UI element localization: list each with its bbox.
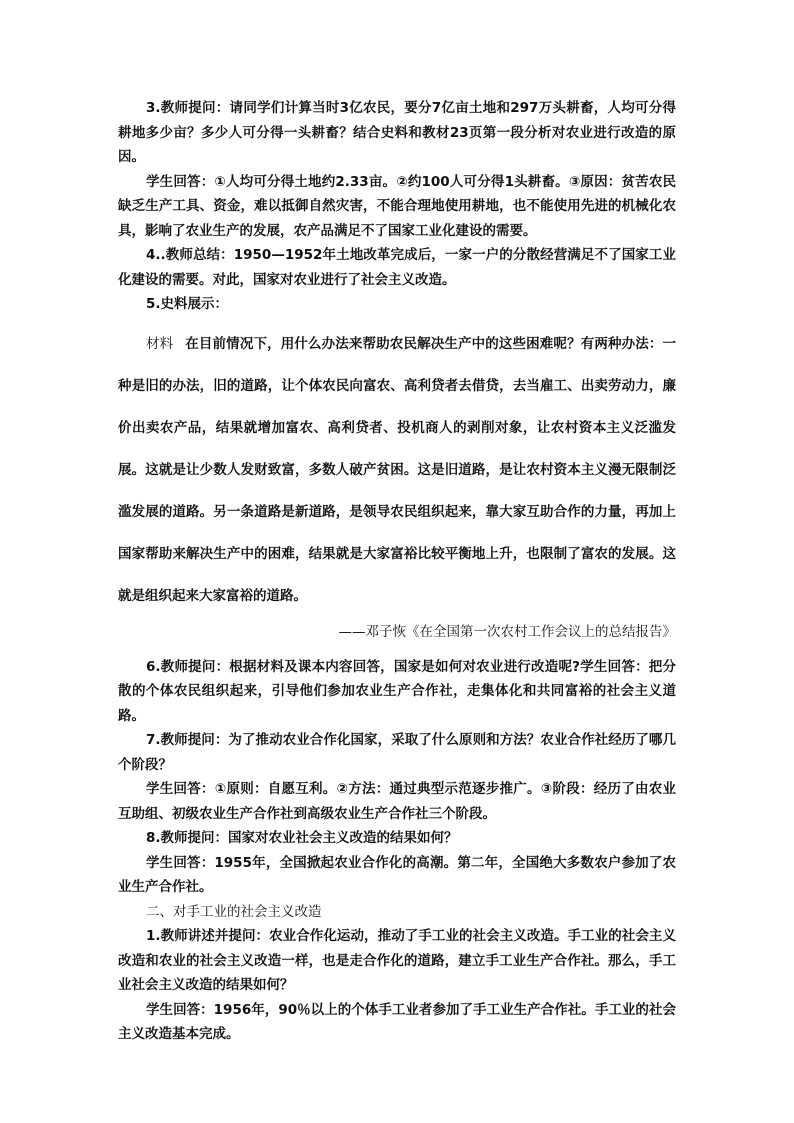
question-7: 7.教师提问：为了推动农业合作化国家，采取了什么原则和方法？农业合作社经历了哪几个阶段？ — [118, 732, 676, 773]
answer-7: 学生回答：①原则：自愿互利。②方法：通过典型示范逐步推广。③阶段：经历了由农业互助组、初级农业生产合作社到高级农业生产合作社三个阶段。 — [118, 781, 676, 822]
material-heading-5: 5.史料展示： — [146, 296, 229, 312]
document-body — [118, 96, 676, 1047]
material-text: 在目前情况下，用什么办法来帮助农民解决生产中的这些困难呢？有两种办法：一种是旧的办法，旧的道路，让个体农民向富农、高利贷者去借贷，去当雇工、出卖劳动力，廉价出卖农产品，结果就增加富农、高利贷者、投机商人的剥削对象，让农村资本主义泛滥发展。这就是让少数人发财致富，多数人破产贫困。这是旧道路，是让农村资本主义漫无限制泛滥发展的道路。另一条道路是新道路，是领导农民组织起来，靠大家互助合作的力量，再加上国家帮助来解决生产中的困难，结果就是大家富裕比较平衡地上升，也限制了富农的发展。这就是组织起来大家富裕的道路。 — [118, 335, 677, 604]
section-heading-2: 二、对手工业的社会主义改造 — [146, 903, 322, 920]
question-2-1: 1.教师讲述并提问：农业合作化运动，推动了手工业的社会主义改造。手工业的社会主义改造和农业的社会主义改造一样，也是走合作化的道路，建立手工业生产合作社。那么，手工业社会主义改造的结果如何？ — [118, 928, 676, 993]
question-3: 3.教师提问：请同学们计算当时3亿农民，要分7亿亩土地和297万头耕畜，人均可分得耕地多少亩？多少人可分得一头耕畜？结合史料和教材23页第一段分析对农业进行改造的原因。 — [118, 100, 676, 165]
material-block — [118, 323, 676, 617]
material-source: ——邓子恢《在全国第一次农村工作会议上的总结报告》 — [338, 623, 676, 640]
material-label: 材料 — [146, 335, 174, 352]
question-8: 8.教师提问：国家对农业社会主义改造的结果如何？ — [146, 830, 458, 846]
summary-4: 4..教师总结：1950—1952年土地改革完成后，一家一户的分散经营满足不了国家工业化建设的需要。对此，国家对农业进行了社会主义改造。 — [118, 247, 676, 288]
question-6: 6.教师提问：根据材料及课本内容回答，国家是如何对农业进行改造呢?学生回答：把分散的个体农民组织起来，引导他们参加农业生产合作社，走集体化和共同富裕的社会主义道路。 — [118, 658, 676, 724]
answer-8: 学生回答：1955年，全国掀起农业合作化的高潮。第二年，全国绝大多数农户参加了农业生产合作社。 — [118, 854, 676, 895]
answer-2-1: 学生回答：1956年，90％以上的个体手工业者参加了手工业生产合作社。手工业的社会主义改造基本完成。 — [118, 1001, 676, 1042]
answer-3: 学生回答：①人均可分得土地约2.33亩。②约100人可分得1头耕畜。③原因：贫苦农民缺乏生产工具、资金，难以抵御自然灾害，不能合理地使用耕地，也不能使用先进的机械化农具，影响了农业生产的发展，农产品满足不了国家工业化建设的需要。 — [118, 173, 676, 239]
